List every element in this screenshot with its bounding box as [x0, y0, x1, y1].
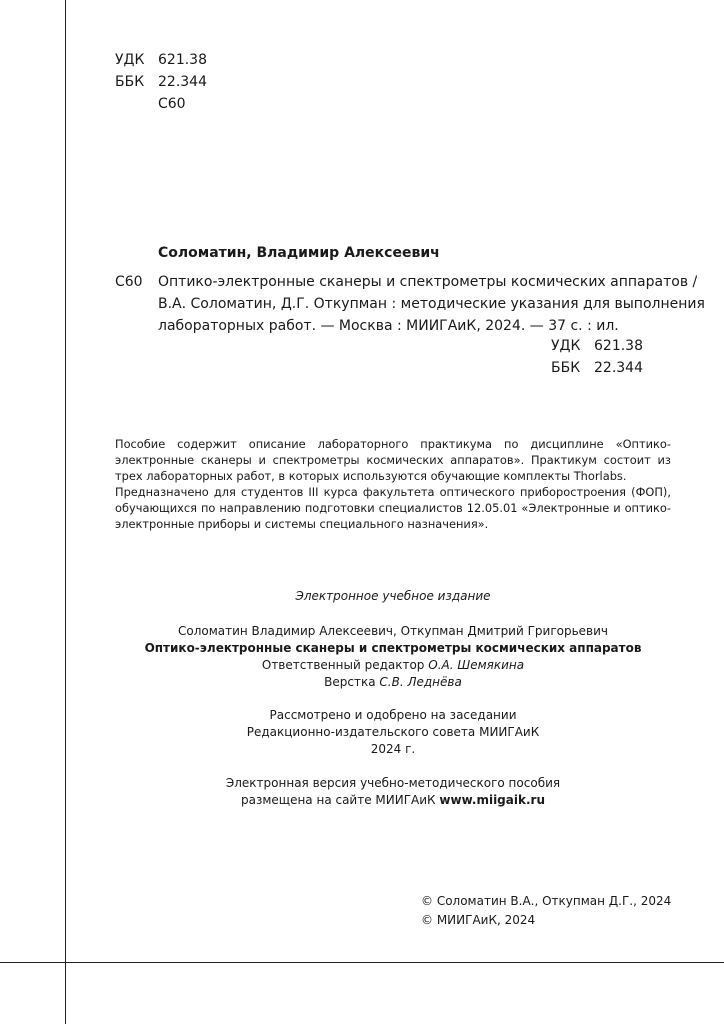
bbk-row [115, 71, 207, 93]
card-classification [551, 335, 643, 379]
annotation-paragraph: Предназначено для студентов III курса факультета оптического приборостроения (ФОП), обучающихся по направлению подготовки специалистов 12.05.01 «Электронные и оптико-электронные приборы и системы специального назначения». [115, 485, 671, 531]
imprint-title: Оптико-электронные сканеры и спектрометры космических аппаратов [144, 641, 642, 655]
approval-year: 2024 г. [370, 742, 416, 756]
left-margin-rule [65, 0, 66, 1024]
bottom-rule [0, 962, 724, 963]
card-author-mark: С60 [115, 274, 143, 290]
editor-label: Ответственный редактор [261, 658, 425, 672]
online-block [115, 775, 671, 809]
editor-line [115, 657, 671, 674]
online-prefix: размещена на сайте МИИГАиК [240, 793, 436, 807]
layout-name: С.В. Леднёва [379, 675, 462, 689]
copyright-line: © МИИГАиК, 2024 [421, 913, 536, 927]
bbk-value: 22.344 [158, 74, 207, 90]
imprint-authors: Соломатин Владимир Алексеевич, Откупман Дмитрий Григорьевич [177, 624, 609, 638]
online-line: Электронная версия учебно-методического пособия [225, 776, 561, 790]
imprint-block [115, 623, 671, 691]
annotation [115, 436, 671, 532]
description-line: лабораторных работ. — Москва : МИИГАиК, 2024. — 37 с. : ил. [158, 318, 619, 334]
udk-value: 621.38 [158, 52, 207, 68]
description-line: Оптико-электронные сканеры и спектрометры космических аппаратов / [158, 274, 698, 290]
online-line-2 [115, 792, 671, 809]
approval-line: Редакционно-издательского совета МИИГАиК [246, 725, 540, 739]
description-line: В.А. Соломатин, Д.Г. Откупман : методические указания для выполнения [158, 296, 705, 312]
udk-label: УДК [115, 52, 145, 68]
approval-line: Рассмотрено и одобрено на заседании [269, 708, 517, 722]
editor-name: О.А. Шемякина [428, 658, 525, 672]
author-mark-row [115, 93, 207, 115]
author-heading: Соломатин, Владимир Алексеевич [158, 245, 440, 261]
card-udk-label: УДК [551, 338, 581, 354]
card-description [158, 271, 705, 337]
copyright-line: © Соломатин В.А., Откупман Д.Г., 2024 [421, 894, 672, 908]
annotation-paragraph: Пособие содержит описание лабораторного практикума по дисциплине «Оптико-электронные сканеры и спектрометры космических аппаратов». Практикум состоит из трех лабораторных работ, в которых используются обучающие комплекты Thorlabs. [115, 437, 671, 483]
author-mark: С60 [158, 96, 186, 112]
layout-line [115, 674, 671, 691]
card-bbk-value: 22.344 [594, 360, 643, 376]
card-bbk-label: ББК [551, 360, 581, 376]
classification-block [115, 49, 207, 115]
card-udk-row [551, 335, 643, 357]
website-link[interactable]: www.miigaik.ru [439, 793, 545, 807]
layout-label: Верстка [324, 675, 376, 689]
copyright-block [421, 892, 671, 930]
udk-row [115, 49, 207, 71]
card-udk-value: 621.38 [594, 338, 643, 354]
bbk-label: ББК [115, 74, 145, 90]
edition-type: Электронное учебное издание [295, 589, 491, 603]
card-bbk-row [551, 357, 643, 379]
approval-block [115, 707, 671, 758]
